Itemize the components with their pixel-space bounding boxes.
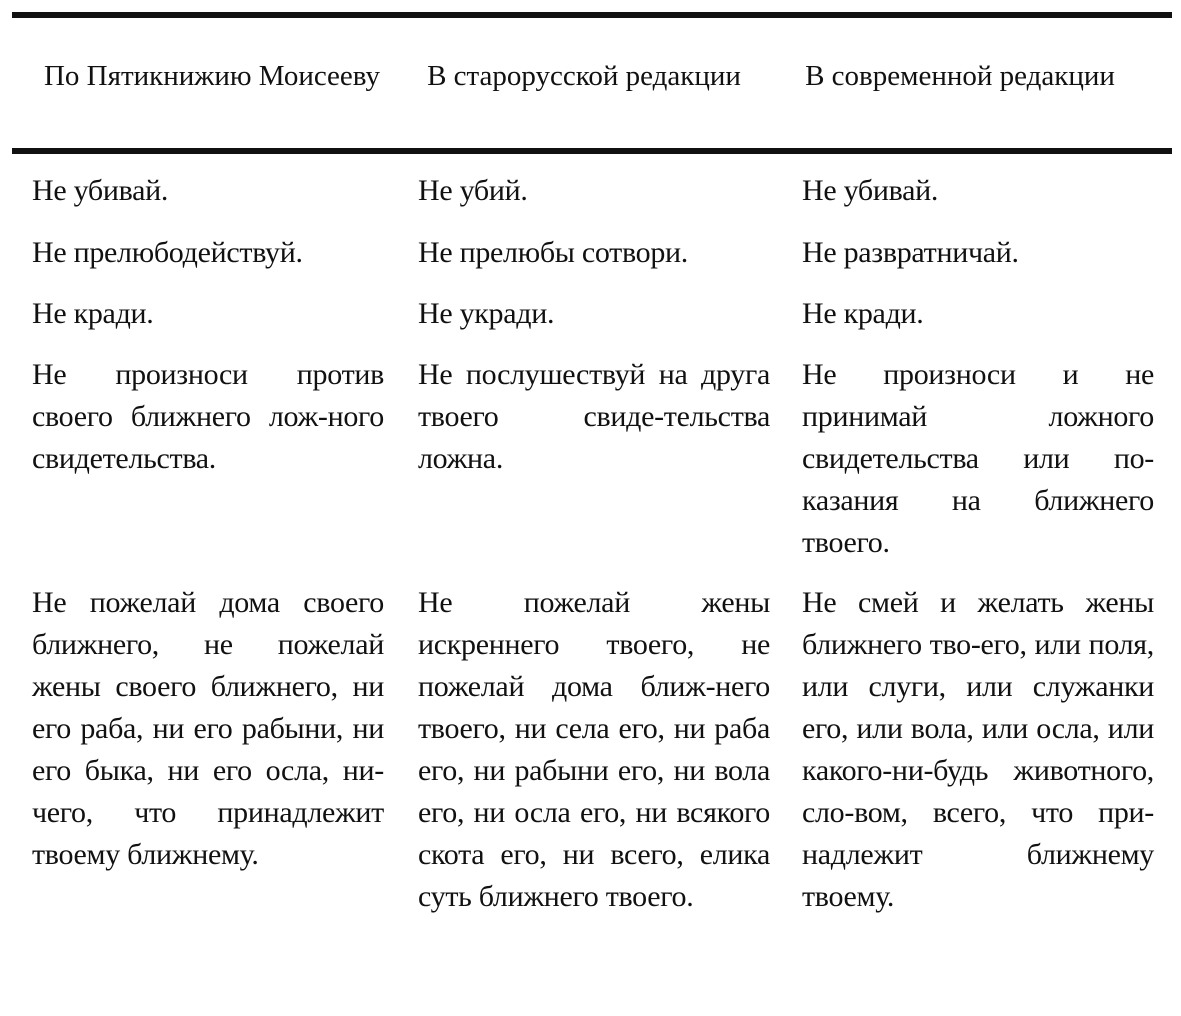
cell-old-russian: Не пожелай жены искреннего твоего, не пожелай дома ближ-него твоего, ни села его, ни раба его, ни рабыни его, ни вола его, ни осла его, ни всякого скота его, ни всего, елика суть ближнего твоего. xyxy=(418,586,770,913)
cell-pentateuch: Не прелюбодействуй. xyxy=(32,236,303,269)
header-pentateuch: По Пятикнижию Моисееву xyxy=(43,60,381,92)
top-rule xyxy=(12,12,1172,18)
cell-old-russian: Не убий. xyxy=(418,174,528,207)
cell-pentateuch: Не пожелай дома своего ближнего, не пожелай жены своего ближнего, ни его раба, ни его рабыни, ни его быка, ни его осла, ни-чего, что принадлежит твоему ближнему. xyxy=(32,586,384,871)
cell-pentateuch: Не произноси против своего ближнего лож-ного свидетельства. xyxy=(32,358,384,475)
cell-modern: Не произноси и не принимай ложного свидетельства или по-казания на ближнего твоего. xyxy=(802,358,1154,559)
cell-old-russian: Не укради. xyxy=(418,297,555,330)
cell-old-russian: Не прелюбы сотвори. xyxy=(418,236,688,269)
cell-pentateuch: Не убивай. xyxy=(32,174,169,207)
cell-pentateuch: Не кради. xyxy=(32,297,154,330)
cell-modern: Не развратничай. xyxy=(802,236,1019,269)
table-header xyxy=(12,56,1172,136)
header-old-russian: В старорусской редакции xyxy=(427,60,741,92)
cell-old-russian: Не послушествуй на друга твоего свиде-тельства ложна. xyxy=(418,358,770,475)
cell-modern: Не убивай. xyxy=(802,174,939,207)
cell-modern: Не кради. xyxy=(802,297,924,330)
header-modern: В современной редакции xyxy=(805,60,1115,92)
header-rule xyxy=(12,148,1172,154)
cell-modern: Не смей и желать жены ближнего тво-его, или поля, или слуги, или служанки его, или вола, или осла, или какого-ни-будь животного, сло-вом, всего, что при-надлежит ближнему твоему. xyxy=(802,586,1154,913)
